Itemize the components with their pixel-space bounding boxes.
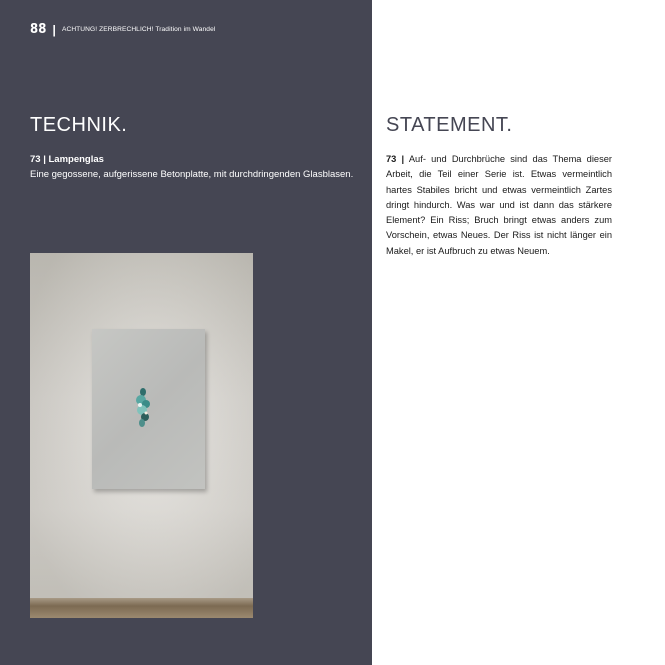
- right-page: [372, 0, 665, 665]
- page-number: 88: [30, 22, 47, 37]
- running-title: ACHTUNG! ZERBRECHLICH! Tradition im Wandel: [61, 26, 216, 33]
- page-header: [30, 22, 215, 37]
- statement-title: STATEMENT.: [386, 114, 513, 136]
- statement-number: 73 |: [386, 154, 405, 164]
- baseboard: [30, 598, 253, 618]
- technik-body: [30, 152, 360, 182]
- technik-description: Eine gegossene, aufgerissene Betonplatte, mit durchdringenden Glasblasen.: [30, 169, 354, 180]
- technik-title: TECHNIK.: [30, 114, 128, 136]
- header-separator: |: [52, 22, 56, 37]
- statement-text: Auf- und Durchbrüche sind das Thema dieser Arbeit, die Teil einer Serie ist. Etwas vermeintlich hartes Stabiles bricht und etwas vermeintlich Zartes dringt hindurch. Was war und ist dann das stärkere Element? Ein Riss; Bruch bringt etwas anders zum Vorschein, etwas Neues. Der Riss ist nicht länger ein Makel, er ist Aufbruch zu etwas Neuem.: [386, 154, 613, 256]
- technik-item-label: 73 | Lampenglas: [30, 154, 104, 165]
- glass-bubbles-icon: [134, 386, 152, 430]
- artwork-photo: [30, 253, 253, 618]
- statement-body: [386, 152, 612, 259]
